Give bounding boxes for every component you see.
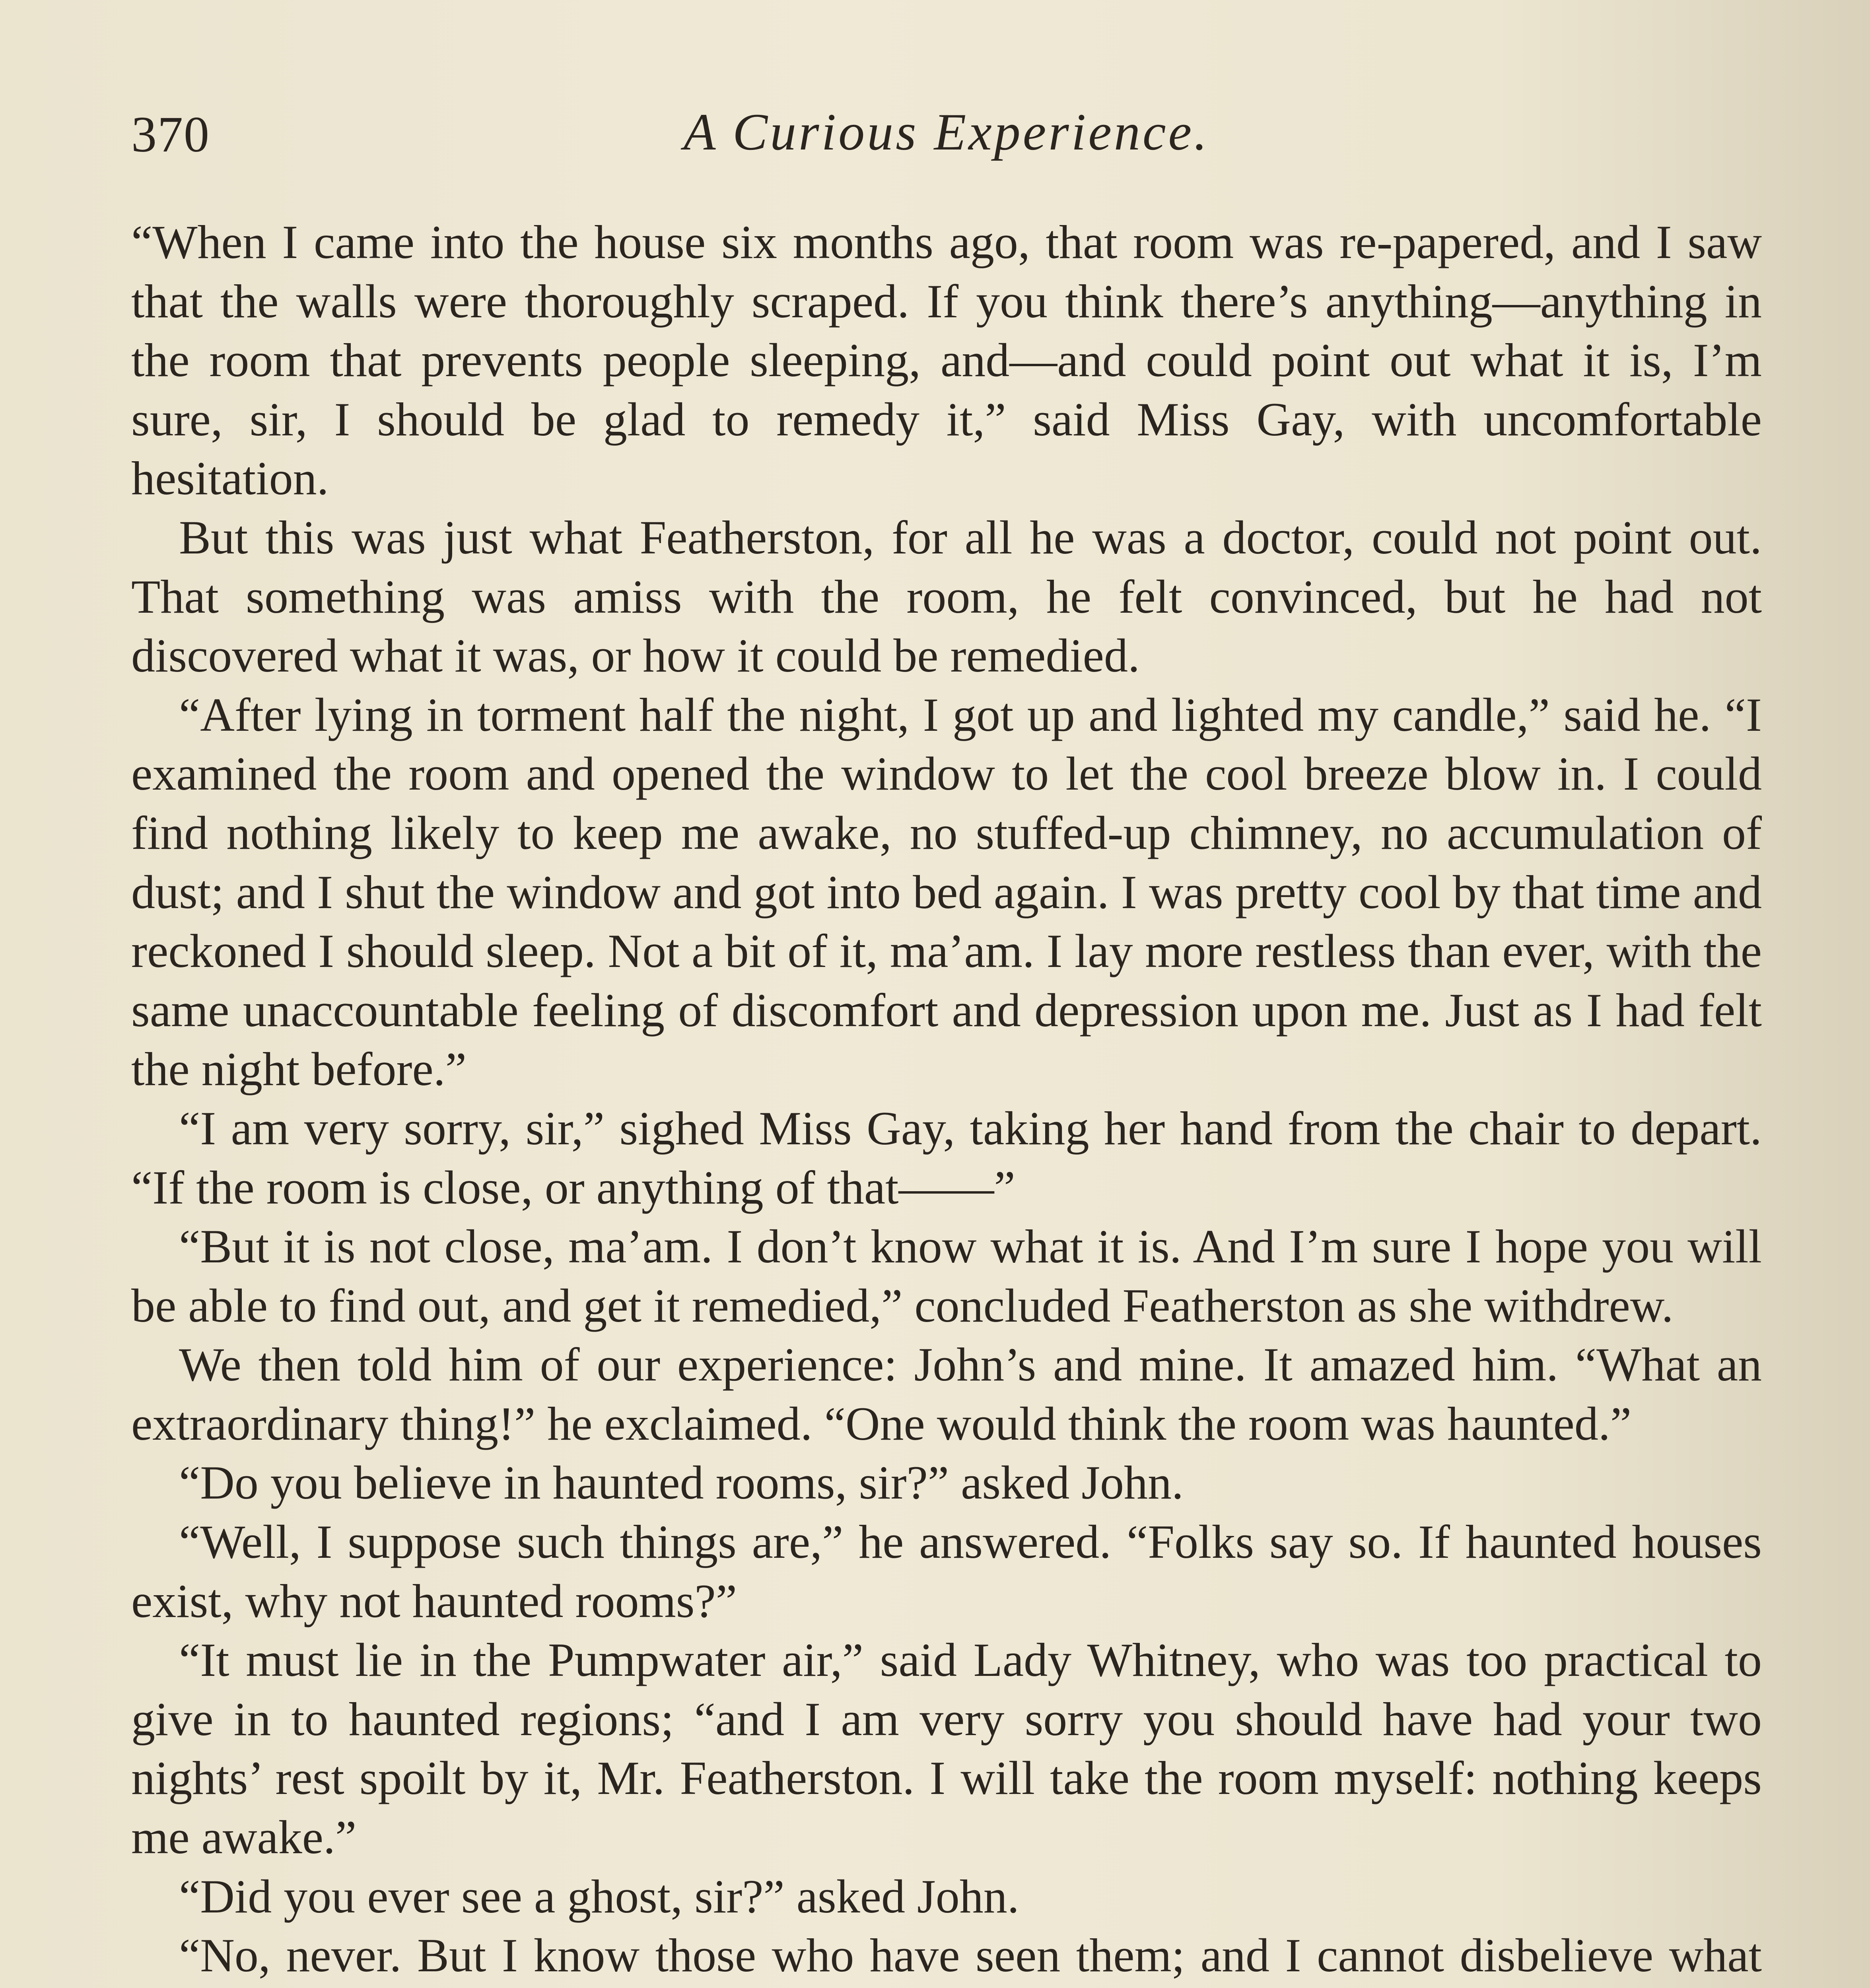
page-header <box>131 101 1762 169</box>
page-number: 370 <box>131 106 210 163</box>
paragraph-3: “After lying in torment half the night, I got up and lighted my candle,” said he. “I examined the room and opened the window to let the cool breeze blow in. I could find nothing likely to keep me awake, no stuffed-up chimney, no accumulation of dust; and I shut the window and got into bed again. I was pretty cool by that time and reckoned I should sleep. Not a bit of it, ma’am. I lay more restless than ever, with the same unaccountable feeling of discomfort and depression upon me. Just as I had felt the night before.” <box>131 688 1762 1096</box>
paragraph-10: “Did you ever see a ghost, sir?” asked John. <box>179 1870 1019 1923</box>
paragraph-4: “I am very sorry, sir,” sighed Miss Gay, taking her hand from the chair to depart. “If the room is close, or anything of that——” <box>131 1101 1762 1214</box>
body-text <box>131 213 1762 1988</box>
paragraph-9: “It must lie in the Pumpwater air,” said Lady Whitney, who was too practical to give in to haunted regions; “and I am very sorry you should have had your two nights’ rest spoilt by it, Mr. Featherston. I will take the room myself: nothing keeps me awake.” <box>131 1633 1762 1864</box>
paragraph-11: “No, never. But I know those who have seen them; and I cannot disbelieve what <box>179 1929 1762 1982</box>
running-title: A Curious Experience. <box>683 103 1210 161</box>
paragraph-1: “When I came into the house six months ago, that room was re-papered, and I saw that the walls were thoroughly scraped. If you think there’s anything—anything in the room that prevents people sleeping, and—and could point out what it is, I’m sure, sir, I should be glad to remedy it,” said Miss Gay, with uncomfortable hesitation. <box>131 215 1762 505</box>
paragraph-6: We then told him of our experience: John’s and mine. It amazed him. “What an extraordinary thing!” he exclaimed. “One would think the room was haunted.” <box>131 1338 1762 1450</box>
paragraph-5: “But it is not close, ma’am. I don’t know what it is. And I’m sure I hope you will be able to find out, and get it remedied,” concluded Featherston as she withdrew. <box>131 1220 1762 1332</box>
paragraph-2: But this was just what Featherston, for all he was a doctor, could not point out. That something was amiss with the room, he felt convinced, but he had not discovered what it was, or how it could be remedied. <box>131 511 1762 682</box>
paragraph-8: “Well, I suppose such things are,” he answered. “Folks say so. If haunted houses exist, why not haunted rooms?” <box>131 1515 1762 1627</box>
paragraph-7: “Do you believe in haunted rooms, sir?” asked John. <box>179 1456 1184 1509</box>
